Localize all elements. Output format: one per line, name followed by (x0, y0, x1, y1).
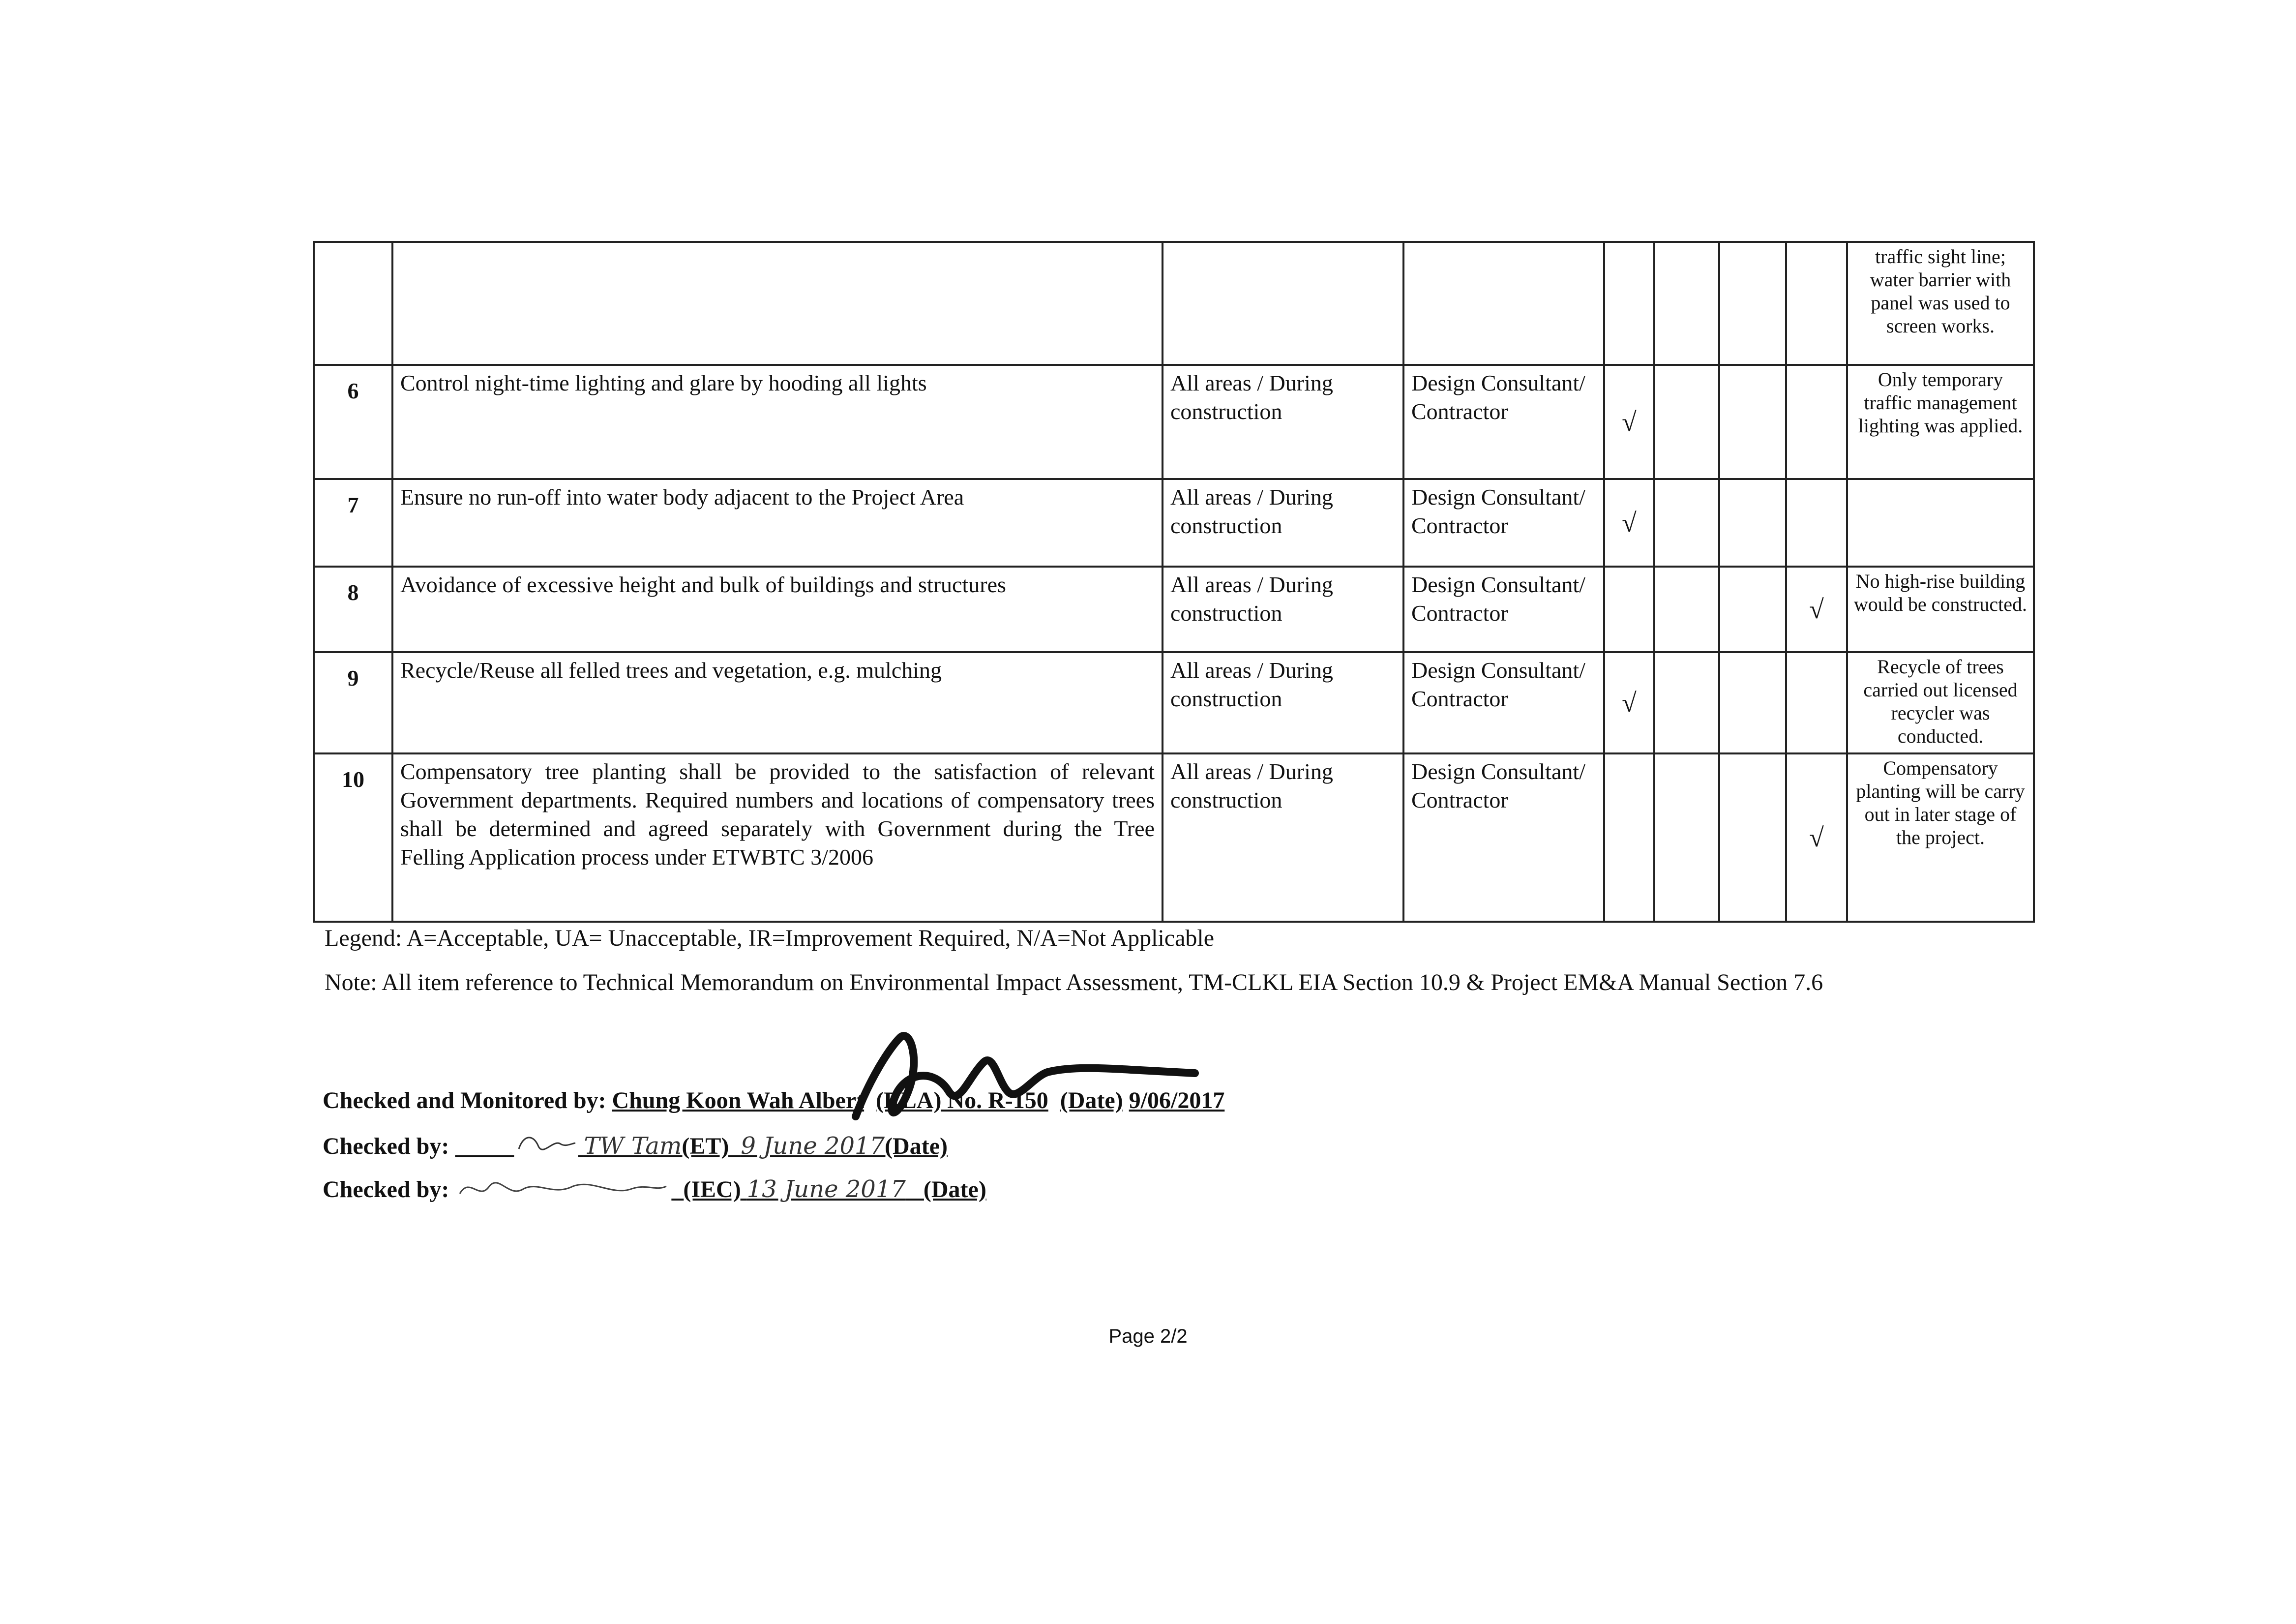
legend: Legend: A=Acceptable, UA= Unacceptable, IR=Improvement Required, N/A=Not Applicable (325, 925, 1215, 951)
location-cell: All areas / During construction (1163, 365, 1403, 479)
status-mark-cell: √ (1604, 479, 1654, 567)
requirement-cell: Avoidance of excessive height and bulk of buildings and structures (392, 567, 1163, 652)
implementation-agent-cell: Design Consultant/ Contractor (1403, 567, 1604, 652)
table-row (314, 753, 2034, 922)
status-mark-cell (1786, 479, 1847, 567)
status-mark-cell (1719, 242, 1786, 365)
monitored-role: (RLA) No. R-150 (876, 1087, 1048, 1113)
iec-role: (IEC) (683, 1176, 741, 1203)
checked-by-iec-row (323, 1172, 986, 1206)
implementation-agent-cell: Design Consultant/ Contractor (1403, 652, 1604, 753)
location-cell: All areas / During construction (1163, 753, 1403, 922)
monitored-date-label: (Date) (1060, 1087, 1123, 1113)
item-number-cell: 9 (314, 652, 392, 753)
monitored-label: Checked and Monitored by: (323, 1087, 606, 1113)
status-mark-cell: √ (1786, 567, 1847, 652)
et-name: TW Tam (584, 1132, 682, 1160)
et-date: 9 June 2017 (741, 1132, 885, 1160)
item-number-cell: 7 (314, 479, 392, 567)
implementation-agent-cell: Design Consultant/ Contractor (1403, 365, 1604, 479)
status-mark-cell: √ (1604, 652, 1654, 753)
status-mark-cell (1719, 479, 1786, 567)
iec-date-label: (Date) (923, 1176, 986, 1203)
implementation-agent-cell (1403, 242, 1604, 365)
monitored-name: Chung Koon Wah Albert (612, 1087, 865, 1113)
table-row (314, 479, 2034, 567)
note: Note: All item reference to Technical Memorandum on Environmental Impact Assessment, TM-CLKL EIA Section 10.9 & Project EM&A Manual Section 7.6 (325, 969, 1823, 995)
item-number-cell: 10 (314, 753, 392, 922)
table-row (314, 652, 2034, 753)
implementation-agent-cell: Design Consultant/ Contractor (1403, 753, 1604, 922)
location-cell (1163, 242, 1403, 365)
status-mark-cell (1786, 652, 1847, 753)
item-number-cell (314, 242, 392, 365)
status-mark-cell (1604, 567, 1654, 652)
et-role: (ET) (682, 1133, 729, 1159)
status-mark-cell: √ (1604, 365, 1654, 479)
status-mark-cell (1719, 365, 1786, 479)
implementation-agent-cell: Design Consultant/ Contractor (1403, 479, 1604, 567)
status-mark-cell (1719, 753, 1786, 922)
checked-and-monitored-row (323, 1087, 1224, 1114)
remark-cell: No high-rise building would be constructed. (1847, 567, 2034, 652)
et-signature (514, 1129, 578, 1159)
remark-cell: traffic sight line; water barrier with panel was used to screen works. (1847, 242, 2034, 365)
table-row (314, 242, 2034, 365)
requirement-cell: Recycle/Reuse all felled trees and vegetation, e.g. mulching (392, 652, 1163, 753)
remark-cell (1847, 479, 2034, 567)
requirement-cell: Compensatory tree planting shall be provided to the satisfaction of relevant Government departments. Required numbers and locations of compensatory trees shall be determined and agreed separately with Government during the Tree Felling Application process under ETWBTC 3/2006 (392, 753, 1163, 922)
status-mark-cell (1654, 753, 1719, 922)
location-cell: All areas / During construction (1163, 652, 1403, 753)
status-mark-cell (1719, 652, 1786, 753)
status-mark-cell (1654, 652, 1719, 753)
rla-signature (836, 1018, 1210, 1141)
status-mark-cell (1719, 567, 1786, 652)
remark-cell: Only temporary traffic management lighting was applied. (1847, 365, 2034, 479)
implementation-schedule-table (313, 241, 2035, 923)
checked-by-et-row (323, 1129, 948, 1160)
requirement-cell (392, 242, 1163, 365)
requirement-cell: Control night-time lighting and glare by hooding all lights (392, 365, 1163, 479)
monitored-date: 9/06/2017 (1129, 1087, 1225, 1113)
iec-date: 13 June 2017 (746, 1175, 906, 1203)
item-number-cell: 8 (314, 567, 392, 652)
remark-cell: Compensatory planting will be carry out in later stage of the project. (1847, 753, 2034, 922)
item-number-cell: 6 (314, 365, 392, 479)
status-mark-cell (1654, 365, 1719, 479)
et-date-label: (Date) (885, 1133, 948, 1159)
status-mark-cell (1604, 753, 1654, 922)
status-mark-cell (1786, 242, 1847, 365)
location-cell: All areas / During construction (1163, 479, 1403, 567)
status-mark-cell (1654, 479, 1719, 567)
status-mark-cell (1654, 567, 1719, 652)
table-row (314, 567, 2034, 652)
status-mark-cell (1654, 242, 1719, 365)
iec-signature (455, 1172, 671, 1206)
requirement-cell: Ensure no run-off into water body adjacent to the Project Area (392, 479, 1163, 567)
checked-by-et-label: Checked by: (323, 1133, 449, 1159)
checked-by-iec-label: Checked by: (323, 1176, 449, 1203)
table-row (314, 365, 2034, 479)
status-mark-cell: √ (1786, 753, 1847, 922)
page-number: Page 2/2 (1108, 1325, 1188, 1347)
status-mark-cell (1604, 242, 1654, 365)
location-cell: All areas / During construction (1163, 567, 1403, 652)
remark-cell: Recycle of trees carried out licensed recycler was conducted. (1847, 652, 2034, 753)
status-mark-cell (1786, 365, 1847, 479)
